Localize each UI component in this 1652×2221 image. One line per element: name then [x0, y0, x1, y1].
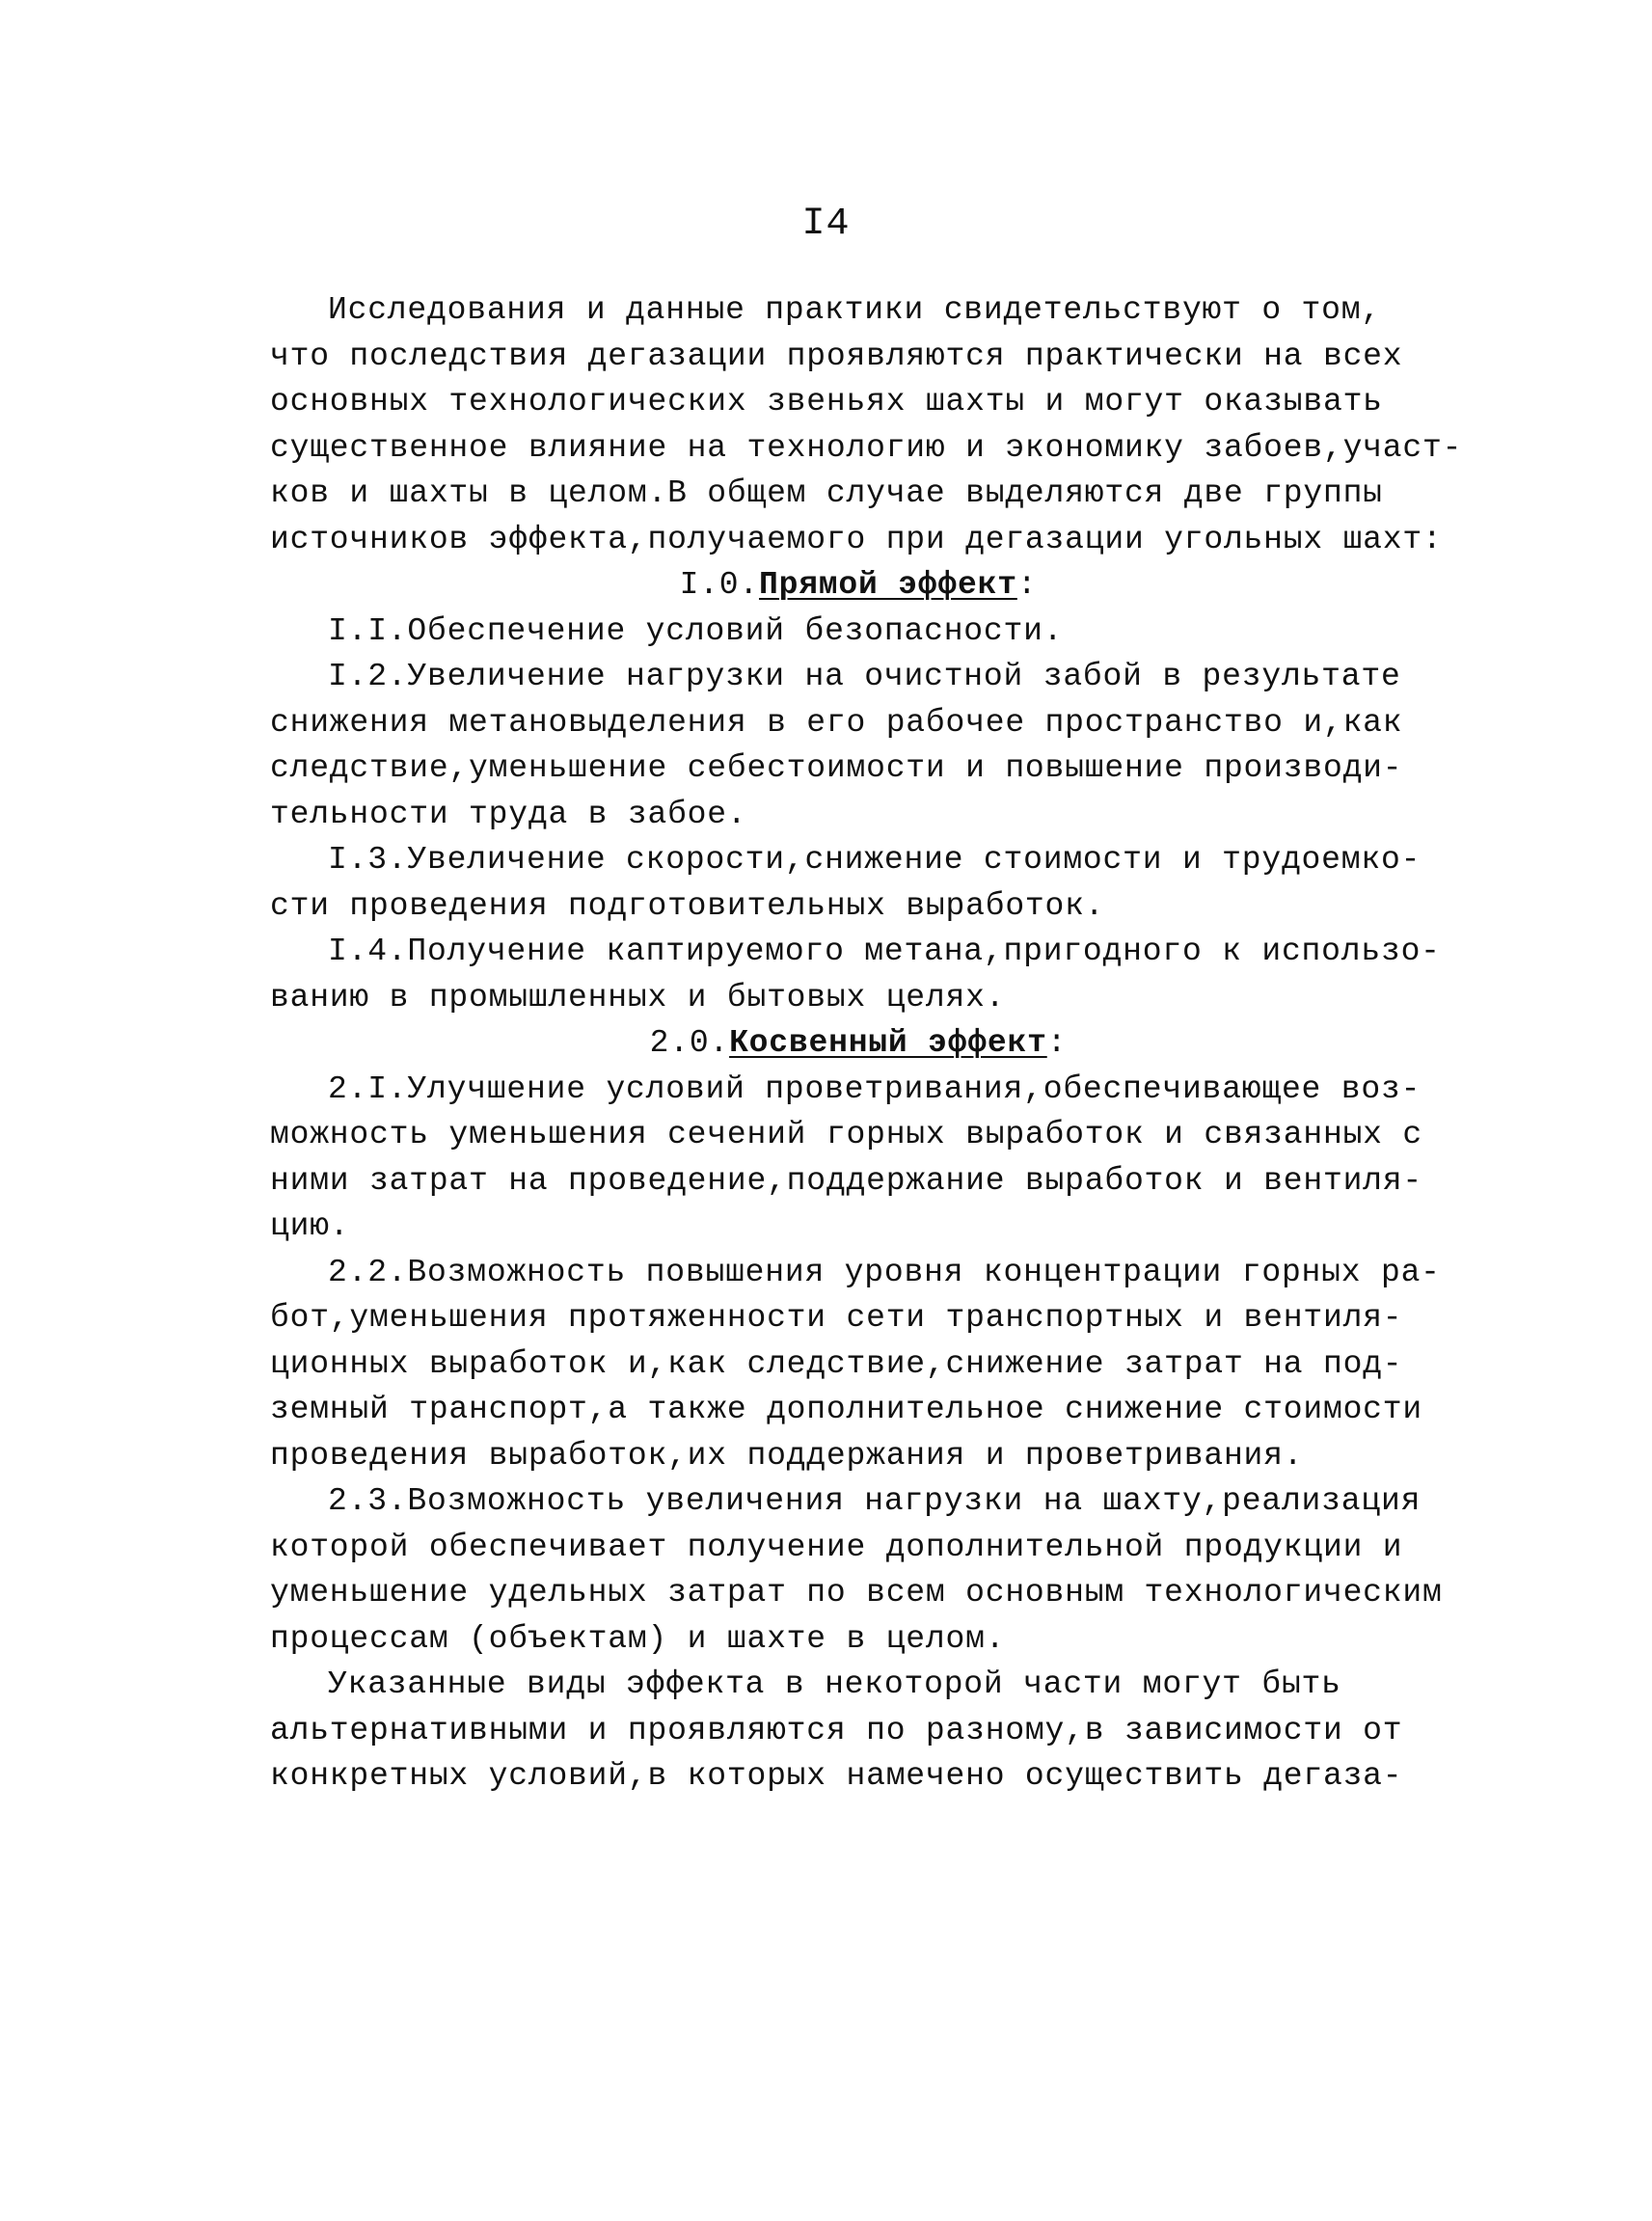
list-item [270, 654, 1408, 837]
text-line: 2.2.Возможность повышения уровня концентрации горных ра- [328, 1254, 1441, 1290]
section-heading-direct-effect [270, 562, 1408, 609]
section-title: Прямой эффект [758, 567, 1017, 603]
list-item [270, 1067, 1422, 1250]
text-line: основных технологических звеньях шахты и могут оказывать [270, 384, 1383, 420]
body-text [270, 287, 1463, 1800]
text-line: конкретных условий,в которых намечено осуществить дегаза- [270, 1758, 1403, 1794]
text-line: тельности труда в забое. [270, 796, 747, 832]
text-line: ними затрат на проведение,поддержание выработок и вентиля- [270, 1162, 1422, 1199]
section-number: I.0. [679, 567, 759, 603]
text-line: которой обеспечивает получение дополнительной продукции и [270, 1529, 1403, 1565]
text-line: бот,уменьшения протяженности сети транспортных и вентиля- [270, 1300, 1403, 1336]
text-line: ков и шахты в целом.В общем случае выделяются две группы [270, 475, 1383, 511]
text-line: альтернативными и проявляются по разному,в зависимости от [270, 1712, 1403, 1748]
text-line: 2.3.Возможность увеличения нагрузки на шахту,реализация [328, 1483, 1422, 1519]
text-line: проведения выработок,их поддержания и проветривания. [270, 1437, 1304, 1474]
closing-paragraph [270, 1662, 1408, 1800]
text-line: Указанные виды эффекта в некоторой части могут быть [328, 1666, 1341, 1702]
text-line: что последствия дегазации проявляются практически на всех [270, 338, 1403, 374]
text-line: снижения метановыделения в его рабочее пространство и,как [270, 704, 1403, 741]
section-number: 2.0. [649, 1025, 730, 1061]
text-line: I.3.Увеличение скорости,снижение стоимости и трудоемко- [328, 842, 1422, 878]
text-line: ционных выработок и,как следствие,снижение затрат на под- [270, 1345, 1403, 1382]
list-item [270, 929, 1441, 1020]
text-line: Исследования и данные практики свидетельствуют о том, [328, 292, 1381, 328]
section-suffix: : [1016, 567, 1038, 603]
text-line: сти проведения подготовительных выработок. [270, 887, 1105, 924]
text-line: существенное влияние на технологию и экономику забоев,участ- [270, 429, 1463, 466]
list-item [270, 1250, 1441, 1479]
text-line: можность уменьшения сечений горных выработок и связанных с [270, 1117, 1422, 1152]
text-line: I.I.Обеспечение условий безопасности. [328, 612, 1064, 649]
section-title: Косвенный эффект [729, 1025, 1047, 1061]
list-item [270, 609, 1408, 655]
intro-paragraph [270, 287, 1463, 562]
page-number: I4 [801, 203, 851, 246]
list-item [270, 1478, 1443, 1662]
text-line: I.4.Получение каптируемого метана,пригодного к использо- [328, 934, 1441, 969]
text-line: I.2.Увеличение нагрузки на очистной забой в результате [328, 659, 1401, 694]
text-line: 2.I.Улучшение условий проветривания,обеспечивающее воз- [328, 1070, 1422, 1107]
text-line: цию. [270, 1208, 350, 1244]
section-suffix: : [1046, 1025, 1068, 1061]
text-line: уменьшение удельных затрат по всем основным технологическим [270, 1575, 1443, 1611]
text-line: следствие,уменьшение себестоимости и повышение производи- [270, 750, 1403, 786]
list-item [270, 837, 1422, 929]
text-line: ванию в промышленных и бытовых целях. [270, 979, 1006, 1016]
section-heading-indirect-effect [270, 1020, 1408, 1067]
text-line: процессам (объектам) и шахте в целом. [270, 1620, 1006, 1657]
text-line: источников эффекта,получаемого при дегазации угольных шахт: [270, 521, 1443, 557]
text-line: земный транспорт,а также дополнительное снижение стоимости [270, 1392, 1422, 1427]
